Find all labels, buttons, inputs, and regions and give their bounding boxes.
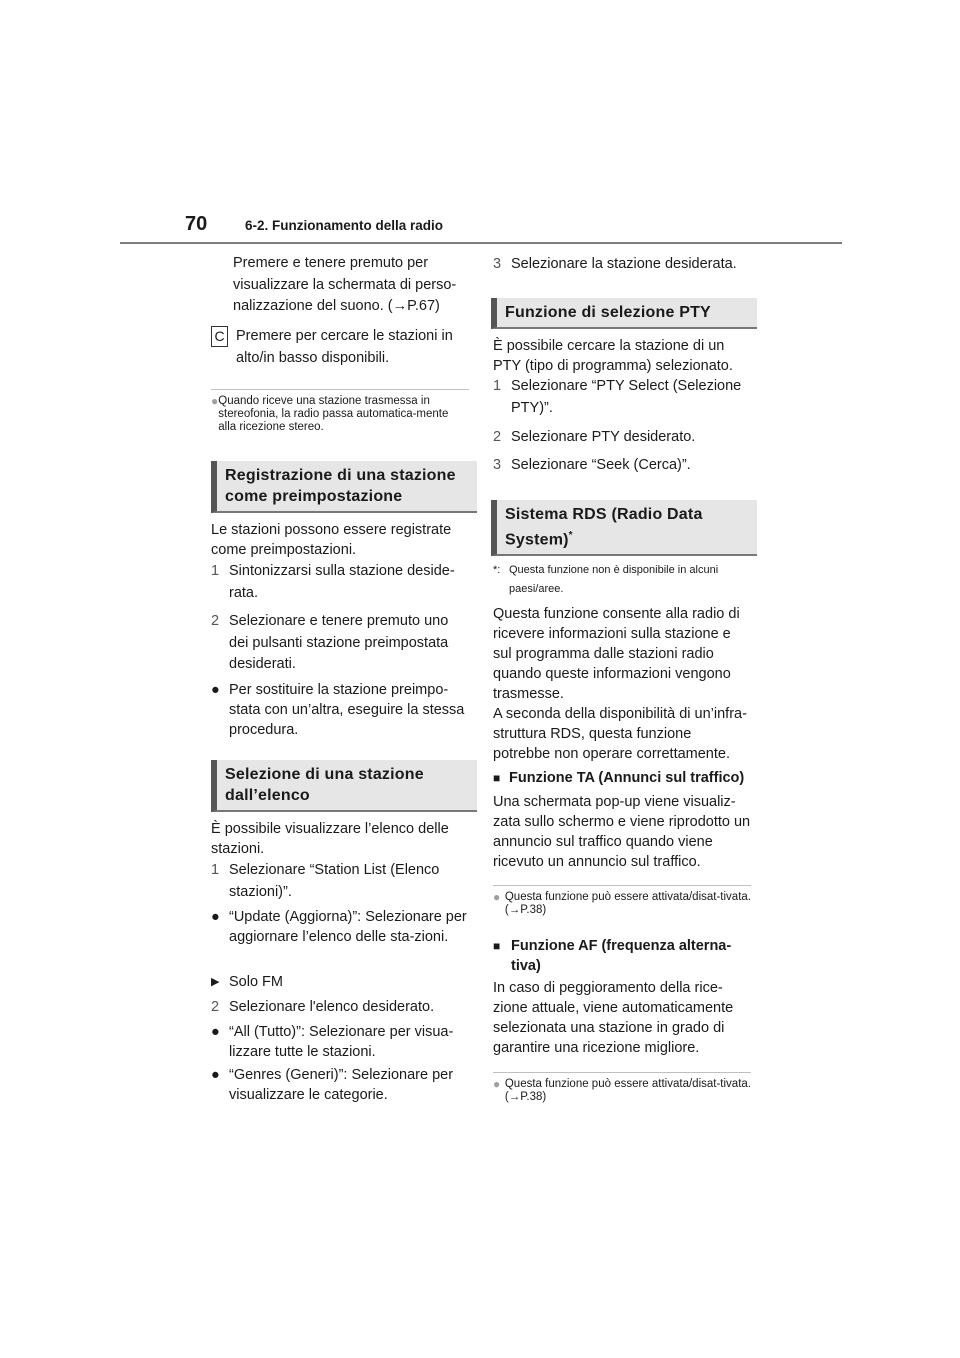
page-number: 70 bbox=[185, 213, 208, 235]
bullet-text: “All (Tutto)”: Selezionare per visua-lizzare tutte le stazioni. bbox=[229, 1024, 454, 1060]
note-text: Questa funzione può essere attivata/disat-tivata. (→P.38) bbox=[504, 1078, 751, 1103]
bullet-text: “Update (Aggiorna)”: Selezionare per aggiornare l’elenco delle sta-zioni. bbox=[229, 909, 467, 945]
step-text: Selezionare “PTY Select (Selezione PTY)”. bbox=[511, 378, 742, 416]
header-rule bbox=[120, 242, 842, 244]
preset-step-2 bbox=[211, 611, 469, 676]
step-number: 1 bbox=[211, 862, 220, 878]
note-text: Quando riceve una stazione trasmessa in stereofonia, la radio passa automatica-mente alla ricezione stereo. bbox=[218, 395, 449, 433]
preset-paragraph: Le stazioni possono essere registrate come preimpostazioni. bbox=[211, 522, 452, 558]
rds-footnote-star: * bbox=[568, 530, 573, 541]
preset-step-1 bbox=[211, 561, 469, 604]
step-number: 2 bbox=[211, 613, 220, 629]
rds-title-text: Sistema RDS (Radio Data System) bbox=[505, 506, 703, 549]
list-fm-only bbox=[211, 972, 469, 992]
note-af bbox=[493, 1072, 751, 1104]
section-title-pty: Funzione di selezione PTY bbox=[491, 298, 757, 329]
note-ta bbox=[493, 885, 751, 917]
footnote-mark: *: bbox=[493, 564, 501, 576]
footnote-text: Questa funzione non è disponibile in alcuni paesi/aree. bbox=[509, 564, 719, 595]
ta-title-text: Funzione TA (Annunci sul traffico) bbox=[509, 770, 745, 786]
section-title-list: Selezione di una stazione dall’elenco bbox=[211, 760, 477, 812]
bullet-icon: ● bbox=[211, 909, 220, 925]
step-text: Selezionare “Station List (Elenco stazioni)”. bbox=[229, 862, 440, 900]
step-text: Selezionare l'elenco desiderato. bbox=[229, 999, 435, 1015]
pty-step-1 bbox=[493, 376, 751, 419]
step-number: 1 bbox=[211, 563, 220, 579]
c-text: Premere per cercare le stazioni in alto/in basso disponibili. bbox=[236, 328, 453, 366]
step-number: 2 bbox=[493, 429, 502, 445]
step-text: Selezionare e tenere premuto uno dei pulsanti stazione preimpostata desiderati. bbox=[229, 613, 449, 672]
step-text: Selezionare “Seek (Cerca)”. bbox=[511, 457, 691, 473]
rds-paragraph-2: A seconda della disponibilità di un’infra-struttura RDS, questa funzione potrebbe non operare correttamente. bbox=[493, 706, 747, 762]
af-title-text: Funzione AF (frequenza alterna-tiva) bbox=[511, 938, 732, 974]
section-header: 6-2. Funzionamento della radio bbox=[245, 218, 444, 233]
fm-text: Solo FM bbox=[229, 974, 283, 990]
step-text: Selezionare PTY desiderato. bbox=[511, 429, 696, 445]
list-bullet-update bbox=[211, 907, 469, 947]
section-title-rds bbox=[491, 500, 757, 556]
pty-step-2 bbox=[493, 427, 751, 447]
list-step-2 bbox=[211, 997, 469, 1017]
af-title bbox=[493, 936, 751, 976]
intro-paragraph: Premere e tenere premuto per visualizzare la schermata di perso-nalizzazione del suono. (→P.67) bbox=[233, 255, 457, 314]
step-text: Sintonizzarsi sulla stazione deside-rata. bbox=[229, 563, 455, 601]
step-number: 3 bbox=[493, 256, 502, 272]
list-bullet-all bbox=[211, 1022, 469, 1062]
pty-paragraph: È possibile cercare la stazione di un PTY (tipo di programma) selezionato. bbox=[493, 338, 733, 374]
list-paragraph: È possibile visualizzare l’elenco delle stazioni. bbox=[211, 821, 449, 857]
bullet-icon: ● bbox=[211, 682, 220, 698]
step-number: 3 bbox=[493, 457, 502, 473]
note-bullet-icon: ● bbox=[211, 394, 219, 408]
c-label-box: C bbox=[211, 326, 228, 347]
bullet-text: “Genres (Generi)”: Selezionare per visualizzare le categorie. bbox=[229, 1067, 454, 1103]
bullet-icon: ● bbox=[211, 1067, 220, 1083]
bullet-icon: ● bbox=[211, 1024, 220, 1040]
preset-bullet bbox=[211, 680, 469, 740]
triangle-icon: ▶ bbox=[211, 976, 220, 988]
rds-paragraph-1: Questa funzione consente alla radio di ricevere informazioni sulla stazione e sul programma dalle stazioni radio quando queste informazioni vengono trasmesse. bbox=[493, 606, 740, 702]
note-bullet-icon: ● bbox=[493, 1077, 501, 1091]
step-number: 1 bbox=[493, 378, 502, 394]
ta-title bbox=[493, 768, 751, 788]
ta-paragraph: Una schermata pop-up viene visualiz-zata sullo schermo e viene riprodotto un annuncio sul traffico quando viene ricevuto un annuncio sul traffico. bbox=[493, 794, 751, 870]
note-text: Questa funzione può essere attivata/disat-tivata. (→P.38) bbox=[504, 891, 751, 916]
list-bullet-genres bbox=[211, 1065, 469, 1105]
step-text: Selezionare la stazione desiderata. bbox=[511, 256, 737, 272]
pty-step-3 bbox=[493, 455, 751, 475]
step-number: 2 bbox=[211, 999, 220, 1015]
section-title-preset: Registrazione di una stazione come preimpostazione bbox=[211, 461, 477, 513]
bullet-text: Per sostituire la stazione preimpo-stata con un’altra, eseguire la stessa procedura. bbox=[229, 682, 465, 738]
note-stereo bbox=[211, 389, 469, 434]
square-bullet-icon: ■ bbox=[493, 771, 501, 785]
step-3-select-station bbox=[493, 254, 751, 274]
rds-footnote bbox=[493, 561, 751, 599]
c-description bbox=[211, 326, 466, 369]
note-bullet-icon: ● bbox=[493, 890, 501, 904]
list-step-1 bbox=[211, 860, 469, 903]
square-bullet-icon: ■ bbox=[493, 939, 501, 953]
af-paragraph: In caso di peggioramento della rice-zione attuale, viene automaticamente selezionata una stazione in grado di garantire una ricezione migliore. bbox=[493, 980, 734, 1056]
